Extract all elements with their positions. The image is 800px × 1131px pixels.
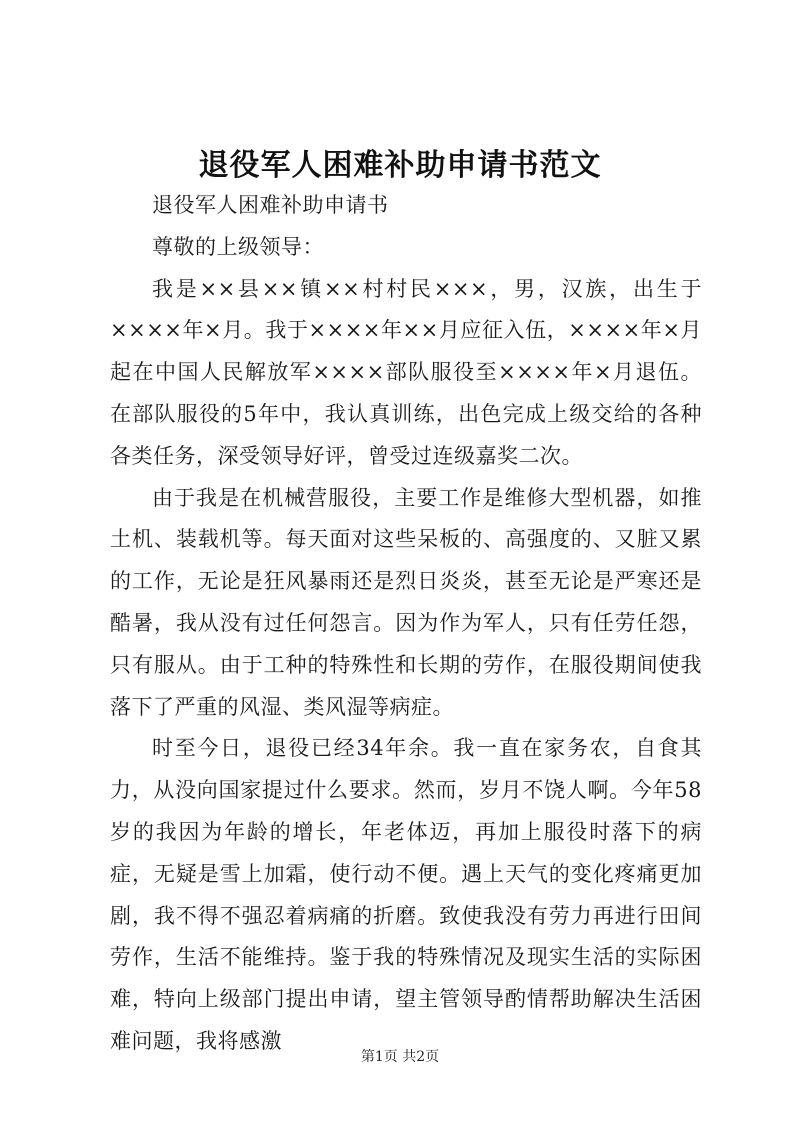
paragraph-salutation: 尊敬的上级领导： [152, 234, 324, 259]
page-footer: 第1页 共2页 [360, 1049, 440, 1065]
document-title: 退役军人困难补助申请书范文 [198, 148, 602, 183]
paragraph-introduction: 我是××县××镇××村村民×××，男，汉族，出生于××××年×月。我于××××年××月应征入伍，××××年×月起在中国人民解放军××××部队服役至××××年×月退伍。在部队服役的5年中，我认真训练，出色完成上级交给的各种各类任务，深受领导好评，曾受过连级嘉奖二次。 [110, 276, 702, 468]
paragraph-service: 由于我是在机械营服役，主要工作是维修大型机器，如推土机、装载机等。每天面对这些呆板的、高强度的、又脏又累的工作，无论是狂风暴雨还是烈日炎炎，甚至无论是严寒还是酷暑，我从没有过任何怨言。因为作为军人，只有任劳任怨，只有服从。由于工种的特殊性和长期的劳作，在服役期间使我落下了严重的风湿、类风湿等病症。 [110, 485, 702, 719]
paragraph-request: 时至今日，退役已经34年余。我一直在家务农，自食其力，从没向国家提过什么要求。然而，岁月不饶人啊。今年58岁的我因为年龄的增长，年老体迈，再加上服役时落下的病症，无疑是雪上加霜，使行动不便。遇上天气的变化疼痛更加剧，我不得不强忍着病痛的折磨。致使我没有劳力再进行田间劳作，生活不能维持。鉴于我的特殊情况及现实生活的实际困难，特向上级部门提出申请，望主管领导酌情帮助解决生活困难问题，我将感激 [110, 736, 702, 1053]
paragraph-heading: 退役军人困难补助申请书 [152, 193, 389, 217]
document-body [110, 185, 702, 1063]
